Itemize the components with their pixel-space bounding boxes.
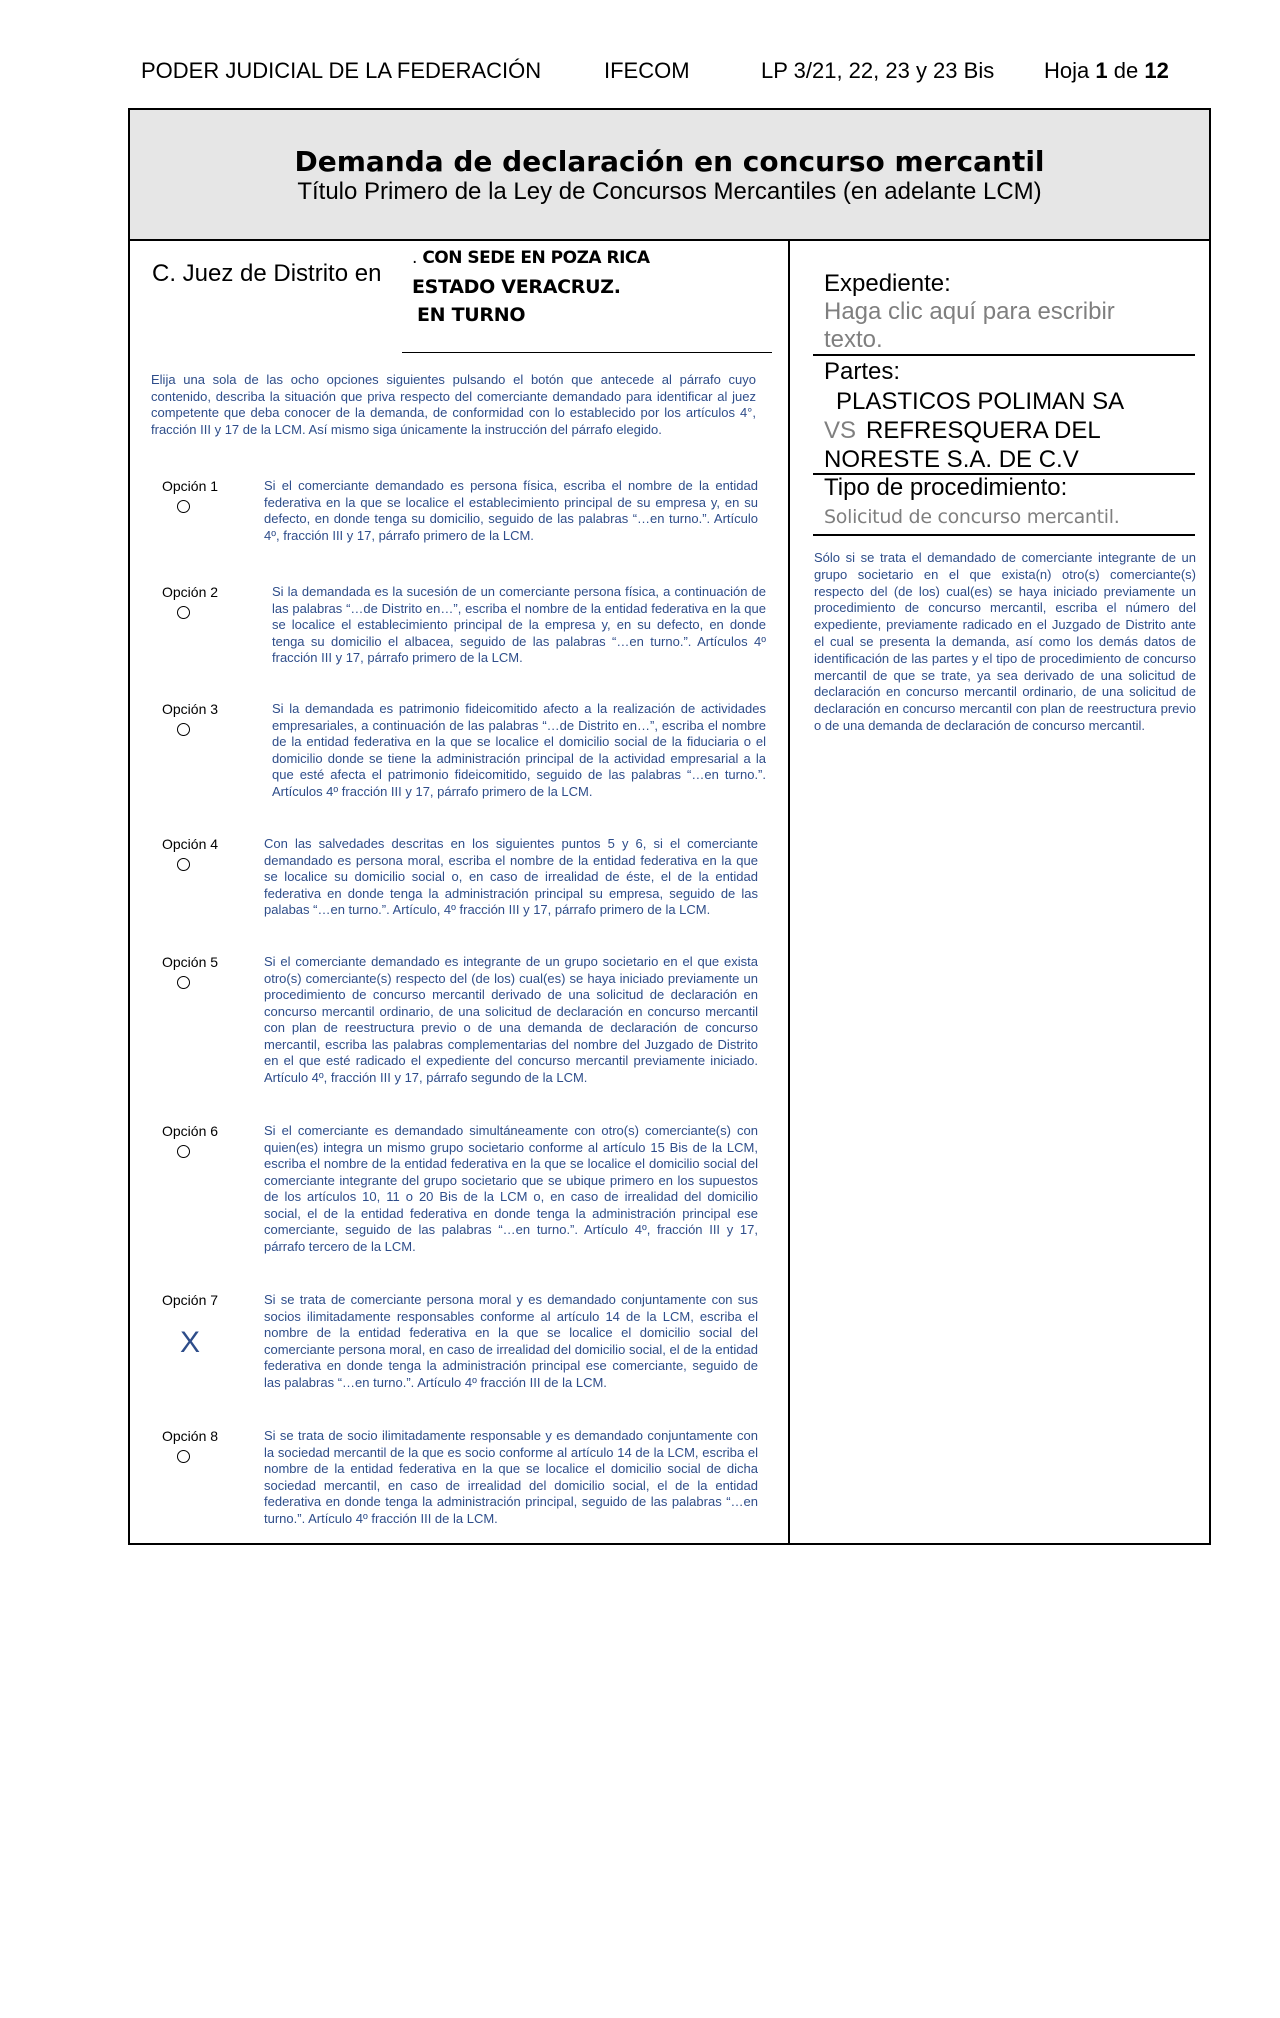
instructions-text: Elija una sola de las ocho opciones siguientes pulsando el botón que antecede al párrafo cuyo contenido, describa la situación que priva respecto del comerciante demandado para identificar al juez competente que deba conocer de la demanda, de conformidad con lo establecido por los artículos 4°, fracción III y 17 de la LCM. Así mismo siga únicamente la instrucción del párrafo elegido. [151, 372, 756, 437]
de-label: de [1113, 58, 1139, 83]
partes-line-2[interactable] [824, 417, 1101, 445]
option-radio[interactable] [177, 858, 190, 871]
court-line-3: EN TURNO [417, 304, 526, 326]
header-page-count [1044, 58, 1169, 84]
form-subtitle: Título Primero de la Ley de Concursos Mercantiles (en adelante LCM) [297, 178, 1042, 205]
side-note-text: Sólo si se trata el demandado de comerciante integrante de un grupo societario en el que exista(n) otro(s) comerciante(s) respecto del (de los) cual(es) se haya iniciado previamente un procedimiento de concurso mercantil, escriba el número del expediente, previamente radicado en el Juzgado de Distrito ante el cual se presenta la demanda, así como los demás datos de identificación de las partes y el tipo de procedimiento de concurso mercantil de que se trate, ya sea derivado de una solicitud de declaración en concurso mercantil ordinario, de una solicitud de declaración en concurso mercantil con plan de reestructura previo o de una demanda de declaración de concurso mercantil. [814, 550, 1196, 733]
partes-line-1[interactable]: PLASTICOS POLIMAN SA [836, 388, 1125, 415]
court-line-dot: . [412, 248, 417, 268]
option-label: Opción 1 [162, 478, 219, 494]
header-ifecom: IFECOM [604, 58, 690, 83]
option-text: Si la demandada es patrimonio fideicomitido afecto a la realización de actividades empresariales, a continuación de las palabras “…de Distrito en…”, escriba el nombre de la entidad federativa en la que se localice el domicilio social de la fiduciaria o el domicilio donde se tiene la administración principal de la actividad empresarial a la que esté afecta el patrimonio fideicomitido, seguido de las palabras “…en turno.”. Artículos 4º fracción III y 17, párrafo primero de la LCM. [272, 701, 766, 799]
option-label: Opción 7 [162, 1292, 219, 1308]
option-label: Opción 4 [162, 836, 219, 852]
court-line-2: ESTADO VERACRUZ. [412, 276, 621, 298]
option-selected-mark[interactable]: X [180, 1326, 201, 1359]
option-text: Si la demandada es la sucesión de un comerciante persona física, a continuación de las palabras “…de Distrito en…”, escriba el nombre de la entidad federativa en la que se localice el establecimiento principal de la empresa y, en su defecto, en donde tenga su domicilio el albacea, seguido de las palabras “…en turno.”. Artículos 4º fracción III y 17, párrafo primero de la LCM. [272, 584, 766, 665]
header-court: PODER JUDICIAL DE LA FEDERACIÓN [141, 58, 542, 83]
option-radio[interactable] [177, 606, 190, 619]
hoja-total: 12 [1144, 58, 1169, 83]
partes-line-3[interactable]: NORESTE S.A. DE C.V [824, 446, 1079, 473]
option-radio[interactable] [177, 1450, 190, 1463]
option-text: Si se trata de comerciante persona moral y es demandado conjuntamente con sus socios ilimitadamente responsables conforme al artículo 14 de la LCM, escriba el nombre de la entidad federativa en la que se localice el domicilio social del comerciante persona moral, en caso de irrealidad del domicilio social, el de la entidad federativa en donde tenga la administración principal ese comerciante, seguido de las palabras “…en turno.”. Artículo 4º fracción III de la LCM. [264, 1292, 758, 1390]
juez-label: C. Juez de Distrito en [152, 260, 382, 287]
option-label: Opción 8 [162, 1428, 219, 1444]
option-label: Opción 2 [162, 584, 219, 600]
option-radio[interactable] [177, 723, 190, 736]
court-line-1 [412, 248, 650, 268]
partes-label: Partes: [824, 358, 901, 385]
option-text: Si se trata de socio ilimitadamente responsable y es demandado conjuntamente con la sociedad mercantil de la que es socio conforme al artículo 14 de la LCM, escriba el nombre de la entidad federativa en la que se localice el domicilio social de dicha sociedad mercantil, en caso de irrealidad del domicilio social, el de la entidad federativa en donde tenga la administración principal, seguido de las palabras “…en turno.”. Artículo 4º fracción III de la LCM. [264, 1428, 758, 1526]
vs-label: VS [824, 417, 857, 444]
court-underline [402, 352, 772, 353]
hoja-label: Hoja [1044, 58, 1090, 83]
header-lp: LP 3/21, 22, 23 y 23 Bis [761, 58, 995, 83]
tipo-select[interactable]: Solicitud de concurso mercantil. [824, 506, 1120, 528]
court-line-1-text: CON SEDE EN POZA RICA [422, 248, 650, 268]
tipo-label: Tipo de procedimiento: [824, 474, 1068, 501]
column-divider [788, 241, 790, 1545]
option-text: Si el comerciante demandado es integrante de un grupo societario en el que exista otro(s) comerciante(s) respecto del (de los) cual(es) se haya iniciado previamente un procedimiento de concurso mercantil derivado de una solicitud de declaración en concurso mercantil ordinario, de una solicitud de declaración en concurso mercantil con plan de reestructura previo o de una demanda de declaración de concurso mercantil, escriba las palabras complementarias del nombre del Juzgado de Distrito en el que esté radicado el expediente del concurso mercantil previamente iniciado. Artículo 4º, fracción III y 17, párrafo segundo de la LCM. [264, 954, 758, 1085]
hoja-num: 1 [1095, 58, 1108, 83]
option-label: Opción 6 [162, 1123, 219, 1139]
option-radio[interactable] [177, 976, 190, 989]
option-label: Opción 5 [162, 954, 219, 970]
expediente-label: Expediente: [824, 270, 951, 297]
tipo-underline [813, 534, 1195, 536]
expediente-underline [813, 354, 1195, 356]
page-header [0, 58, 1280, 90]
title-band [130, 110, 1209, 241]
option-text: Si el comerciante demandado es persona física, escriba el nombre de la entidad federativa en la que se localice el establecimiento principal de su empresa y, en su defecto, en donde tenga su domicilio, seguido de las palabras “…en turno.”. Artículo 4º, fracción III y 17, párrafo primero de la LCM. [264, 478, 758, 543]
option-radio[interactable] [177, 500, 190, 513]
option-label: Opción 3 [162, 701, 219, 717]
expediente-input[interactable]: Haga clic aquí para escribir texto. [824, 298, 1115, 353]
option-text: Con las salvedades descritas en los siguientes puntos 5 y 6, si el comerciante demandado es persona moral, escriba el nombre de la entidad federativa en la que se localice su domicilio social o, en caso de irrealidad de éste, el de la entidad federativa en donde tenga la administración principal su empresa, seguido de las palabas “…en turno.”. Artículo, 4º fracción III y 17, párrafo primero de la LCM. [264, 836, 758, 917]
partes-line-2-text: REFRESQUERA DEL [866, 417, 1101, 444]
option-radio[interactable] [177, 1145, 190, 1158]
form-frame [128, 108, 1211, 1545]
option-text: Si el comerciante es demandado simultáneamente con otro(s) comerciante(s) con quien(es) integra un mismo grupo societario conforme al artículo 15 Bis de la LCM, escriba el nombre de la entidad federativa en la que se localice el domicilio social del comerciante integrante del grupo societario que se ubique primero en los supuestos de los artículos 10, 11 o 20 Bis de la LCM o, en caso de irrealidad del domicilio social, el de la entidad federativa en donde tenga la administración principal ese comerciante, seguido de las palabras “…en turno.”. Artículo 4º, fracción III y 17, párrafo tercero de la LCM. [264, 1123, 758, 1254]
form-title: Demanda de declaración en concurso mercantil [294, 145, 1045, 178]
